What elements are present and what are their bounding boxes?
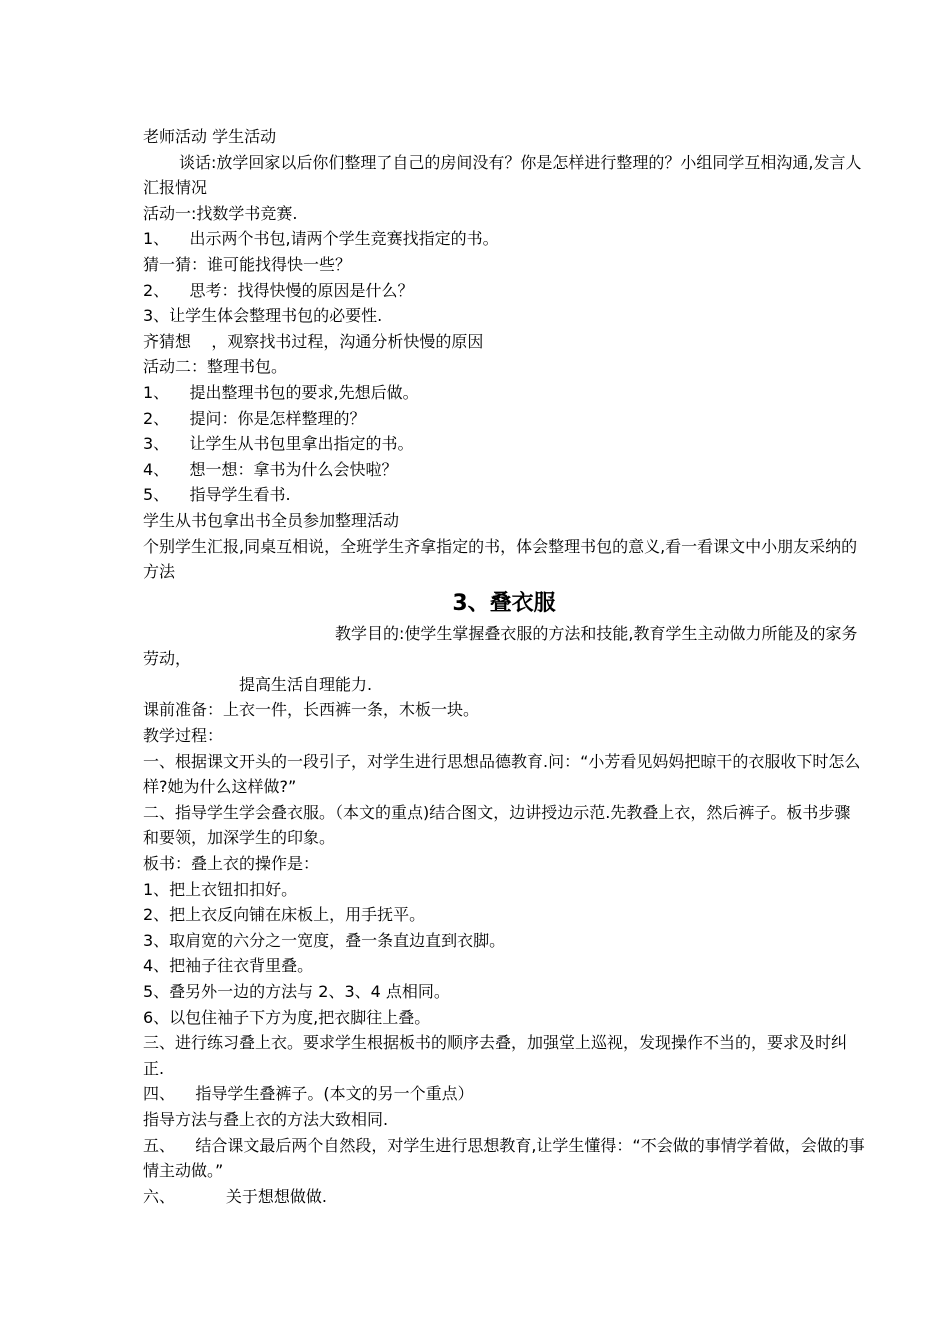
board-item-5: 5、叠另外一边的方法与 2、3、4 点相同。: [143, 982, 450, 1001]
activity1-item-2: 2、 思考：找得快慢的原因是什么？: [143, 280, 414, 300]
header-line: 老师活动 学生活动: [143, 127, 277, 146]
board-item-3: 3、取肩宽的六分之一宽度，叠一条直边直到衣脚。: [143, 930, 506, 950]
board-item-2: 2、把上衣反向铺在床板上，用手抚平。: [143, 905, 426, 925]
activity1-note: 齐猜想 ，观察找书过程，沟通分析快慢的原因: [143, 331, 484, 351]
section-title: 3、叠衣服: [452, 590, 556, 616]
intro-paragraph: 谈话:放学回家以后你们整理了自己的房间没有？你是怎样进行整理的？小组同学互相沟通,发言人汇报情况: [143, 152, 862, 198]
step-4: 四、 指导学生叠裤子。(本文的另一个重点）: [143, 1084, 474, 1104]
activity2-item-1: 1、 提出整理书包的要求,先想后做。: [143, 382, 419, 402]
activity2-item-2: 2、 提问：你是怎样整理的？: [143, 408, 366, 428]
step-4-note: 指导方法与叠上衣的方法大致相同.: [143, 1109, 389, 1129]
board-item-6: 6、以包住袖子下方为度,把衣脚往上叠。: [143, 1007, 431, 1027]
document-page: [143, 124, 865, 1209]
step-1: 一、根据课文开头的一段引子，对学生进行思想品德教育.问：“小芳看见妈妈把晾干的衣服收下时怎么样?她为什么这样做?”: [143, 751, 861, 797]
activity2-item-4: 4、 想一想：拿书为什么会快啦？: [143, 459, 398, 479]
board-item-4: 4、把袖子往衣背里叠。: [143, 956, 314, 976]
activity2-note-2: 个别学生汇报,同桌互相说，全班学生齐拿指定的书，体会整理书包的意义,看一看课文中小朋友采纳的方法: [143, 536, 858, 582]
activity2-title: 活动二：整理书包。: [143, 357, 288, 377]
activity1-item-1: 1、 出示两个书包,请两个学生竞赛找指定的书。: [143, 229, 499, 249]
step-5: 五、 结合课文最后两个自然段，对学生进行思想教育,让学生懂得：“不会做的事情学着做，会做的事情主动做。”: [143, 1135, 865, 1181]
activity1-item-3: 3、让学生体会整理书包的必要性.: [143, 306, 383, 326]
activity1-title: 活动一:找数学书竞赛.: [143, 203, 298, 223]
activity2-note-1: 学生从书包拿出书全员参加整理活动: [143, 510, 400, 530]
guess-line: 猜一猜：谁可能找得快一些？: [143, 254, 352, 274]
goal-continuation: 提高生活自理能力.: [239, 674, 373, 694]
goal-paragraph: 教学目的:使学生掌握叠衣服的方法和技能,教育学生主动做力所能及的家务劳动，: [143, 623, 858, 669]
step-3: 三、进行练习叠上衣。要求学生根据板书的顺序去叠，加强堂上巡视，发现操作不当的，要求及时纠正.: [143, 1033, 848, 1078]
preparation-line: 课前准备：上衣一件，长西裤一条，木板一块。: [143, 700, 480, 720]
step-2: 二、指导学生学会叠衣服。（本文的重点)结合图文，边讲授边示范.先教叠上衣，然后裤子。板书步骤和要领，加深学生的印象。: [143, 802, 851, 848]
step-6: 六、 关于想想做做.: [143, 1186, 327, 1206]
board-heading: 板书：叠上衣的操作是：: [143, 854, 320, 874]
activity2-item-3: 3、 让学生从书包里拿出指定的书。: [143, 434, 414, 454]
activity2-item-5: 5、 指导学生看书.: [143, 485, 291, 505]
process-heading: 教学过程：: [143, 726, 224, 746]
board-item-1: 1、把上衣钮扣扣好。: [143, 879, 298, 899]
